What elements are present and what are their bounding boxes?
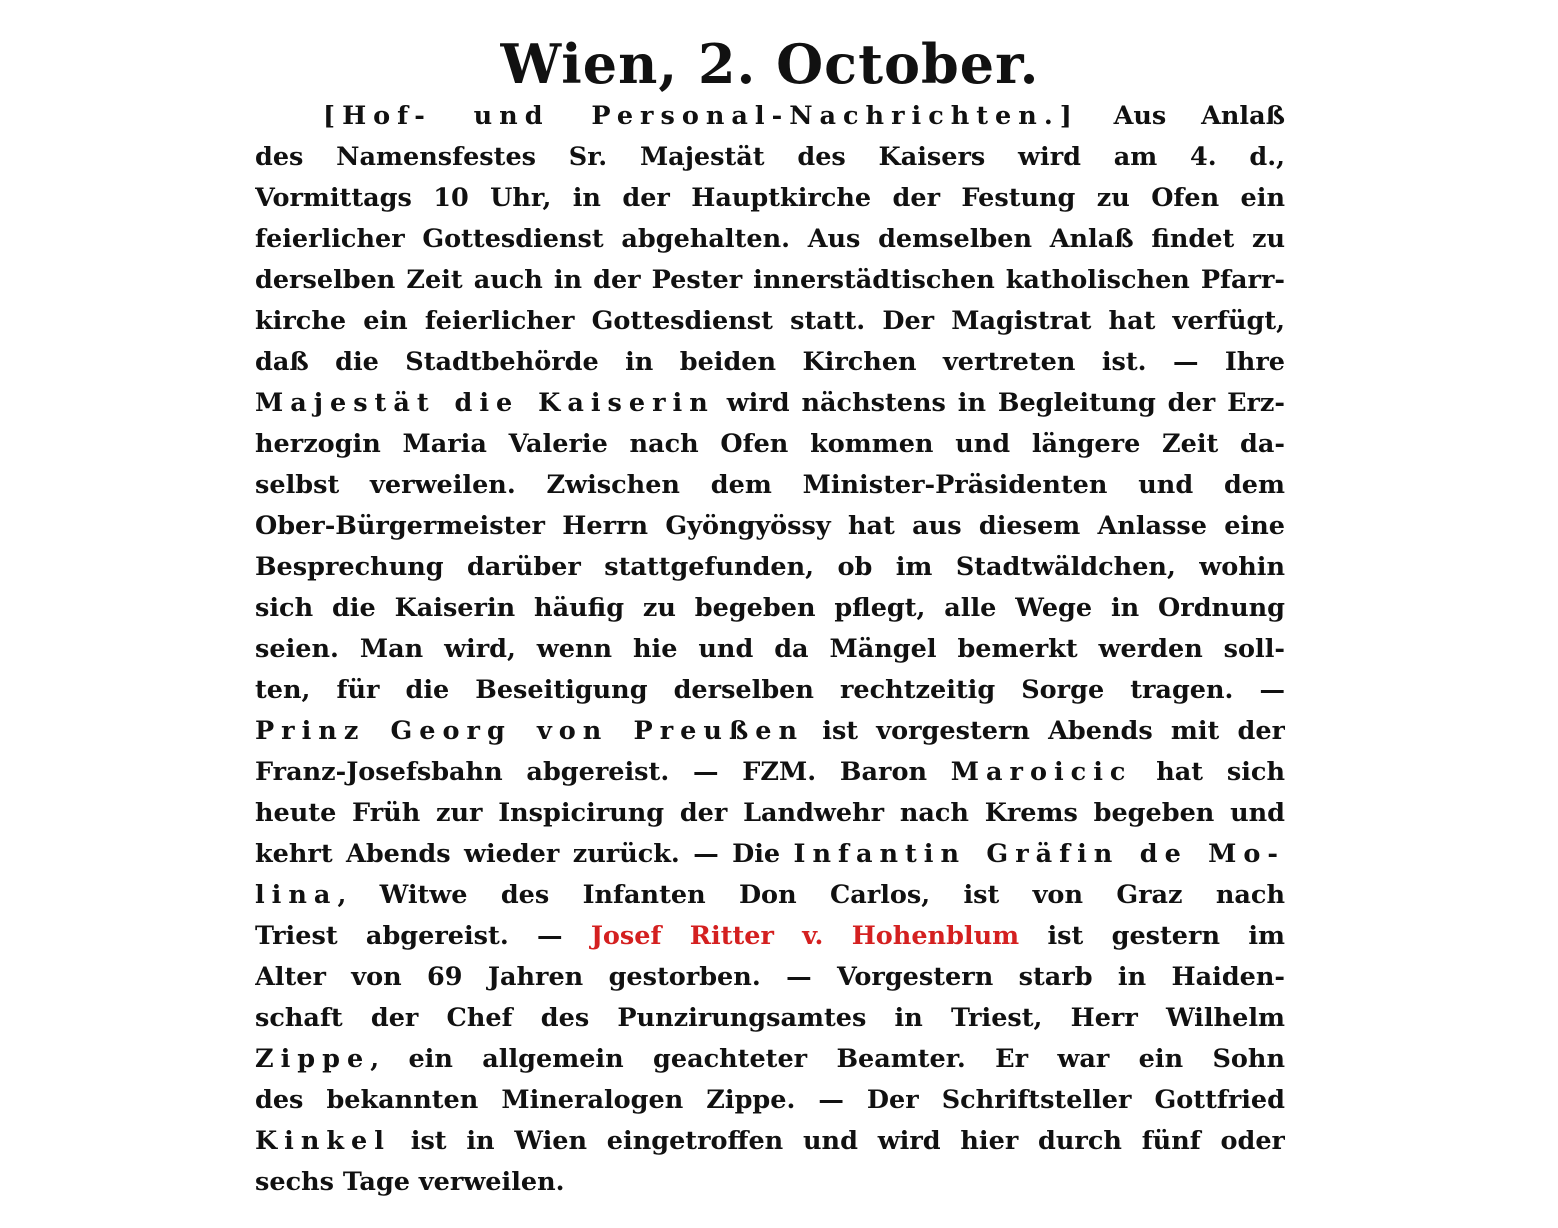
text-fragment: ist vorgestern Abends mit der xyxy=(804,716,1285,746)
text-line xyxy=(255,834,1285,875)
text-line: sechs Tage verweilen. xyxy=(255,1167,565,1197)
article-body xyxy=(255,96,1285,1203)
highlighted-name: Josef Ritter v. Hohenblum xyxy=(590,921,1020,951)
text-line: ten, für die Beseitigung derselben rechtzeitig Sorge tragen. — xyxy=(255,675,1285,705)
text-line xyxy=(255,1121,1285,1162)
text-line: feierlicher Gottesdienst abgehalten. Aus demselben Anlaß findet zu xyxy=(255,224,1285,254)
text-line: sich die Kaiserin häufig zu begeben pflegt, alle Wege in Ordnung xyxy=(255,593,1285,623)
text-line: schaft der Chef des Punzirungsamtes in Triest, Herr Wilhelm xyxy=(255,1003,1285,1033)
text-fragment: kehrt Abends wieder zurück. — Die xyxy=(255,839,794,869)
text-line: Alter von 69 Jahren gestorben. — Vorgestern starb in Haiden- xyxy=(255,962,1285,992)
text-line: heute Früh zur Inspicirung der Landwehr nach Krems begeben und xyxy=(255,798,1285,828)
spaced-name: Zippe xyxy=(255,1044,371,1074)
text-line: Besprechung darüber stattgefunden, ob im Stadtwäldchen, wohin xyxy=(255,552,1285,582)
text-line xyxy=(255,383,1285,424)
text-line: kirche ein feierlicher Gottesdienst statt. Der Magistrat hat verfügt, xyxy=(255,306,1285,336)
spaced-name: Infantin Gräfin de Mo- xyxy=(793,839,1285,869)
text-line: daß die Stadtbehörde in beiden Kirchen vertreten ist. — Ihre xyxy=(255,347,1285,377)
text-line: herzogin Maria Valerie nach Ofen kommen und längere Zeit da- xyxy=(255,429,1285,459)
text-line: seien. Man wird, wenn hie und da Mängel bemerkt werden soll- xyxy=(255,634,1285,664)
text-fragment: , Witwe des Infanten Don Carlos, ist von Graz nach xyxy=(337,880,1285,910)
spaced-name: Majestät die Kaiserin xyxy=(255,388,715,418)
text-fragment: , ein allgemein geachteter Beamter. Er war ein Sohn xyxy=(370,1044,1285,1074)
spaced-name: Prinz Georg von Preußen xyxy=(255,716,805,746)
headline: Wien, 2. October. xyxy=(500,32,1040,96)
text-line xyxy=(255,1039,1285,1080)
text-fragment: ist in Wien eingetroffen und wird hier durch fünf oder xyxy=(390,1126,1285,1156)
text-line: des bekannten Mineralogen Zippe. — Der Schriftsteller Gottfried xyxy=(255,1085,1285,1115)
text-fragment: Aus Anlaß xyxy=(1078,101,1285,131)
text-fragment: ist gestern im xyxy=(1019,921,1285,951)
text-line xyxy=(255,916,1285,957)
text-line xyxy=(255,875,1285,916)
rubric: [Hof- und Personal-Nachrichten.] xyxy=(323,101,1079,131)
text-line: Ober-Bürgermeister Herrn Gyöngyössy hat aus diesem Anlasse eine xyxy=(255,511,1285,541)
text-line: des Namensfestes Sr. Majestät des Kaisers wird am 4. d., xyxy=(255,142,1285,172)
text-line: derselben Zeit auch in der Pester innerstädtischen katholischen Pfarr- xyxy=(255,265,1285,295)
text-line xyxy=(255,752,1285,793)
text-fragment: wird nächstens in Begleitung der Erz- xyxy=(714,388,1285,418)
text-line xyxy=(255,711,1285,752)
text-fragment: hat sich xyxy=(1132,757,1285,787)
text-line: Vormittags 10 Uhr, in der Hauptkirche der Festung zu Ofen ein xyxy=(255,183,1285,213)
spaced-name: lina xyxy=(255,880,338,910)
text-fragment: Triest abgereist. — xyxy=(255,921,591,951)
text-fragment: Franz-Josefsbahn abgereist. — FZM. Baron xyxy=(255,757,951,787)
spaced-name: Kinkel xyxy=(255,1126,391,1156)
newspaper-clipping xyxy=(255,18,1285,1218)
text-line: selbst verweilen. Zwischen dem Minister-Präsidenten und dem xyxy=(255,470,1285,500)
text-line xyxy=(255,96,1285,137)
spaced-name: Maroicic xyxy=(950,757,1133,787)
